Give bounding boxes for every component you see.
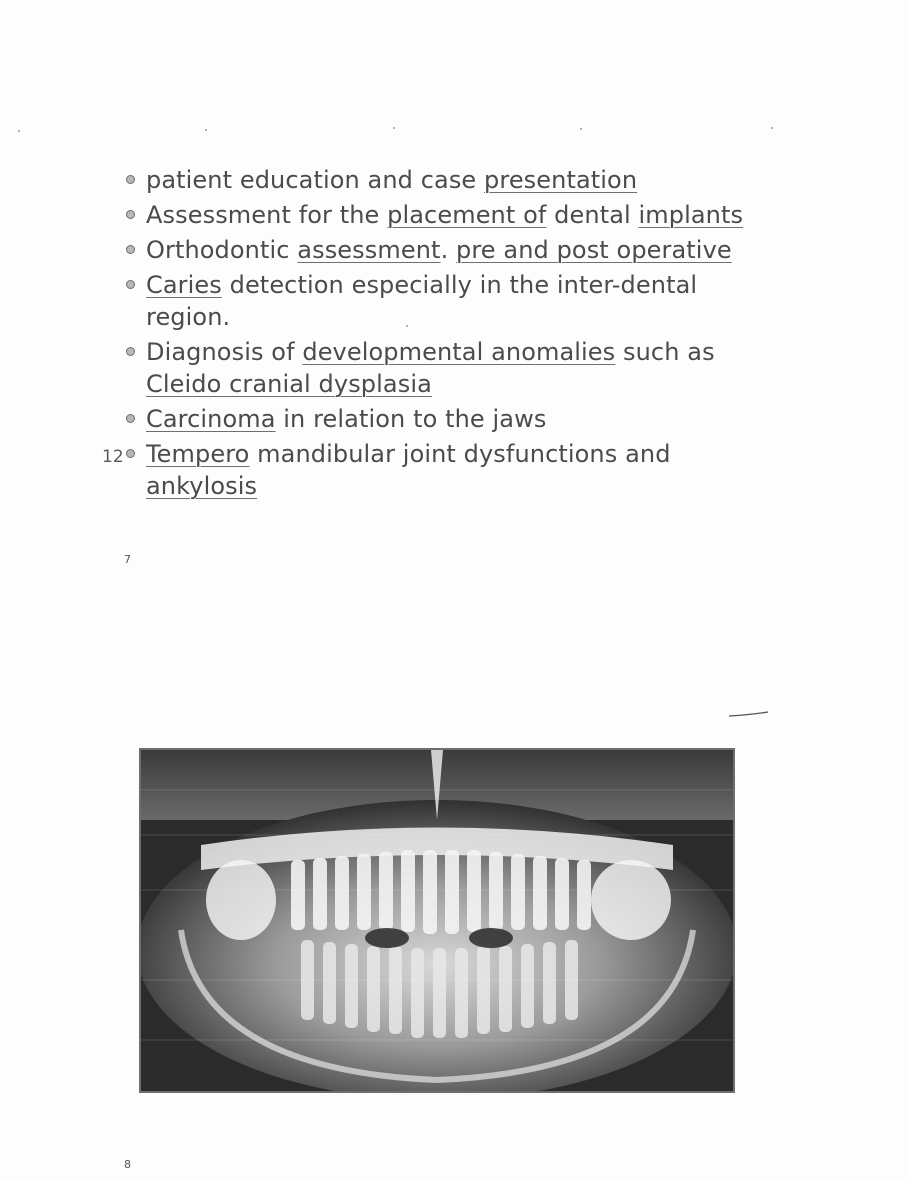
scan-speck [18,130,20,132]
text-phrase: detection especially in the inter-dental region. [146,271,698,331]
text-phrase: Orthodontic [146,236,298,264]
underlined-phrase: implants [638,201,744,229]
bullet-text [146,164,784,196]
bullet-text [146,269,784,333]
margin-note: 12 [102,447,124,467]
underlined-phrase: Caries [146,271,222,299]
bullet-item [124,438,784,502]
bullet-dot-icon [126,449,135,458]
scan-speck [205,129,207,131]
text-phrase: such as [615,338,715,366]
underlined-phrase: Cleido cranial dysplasia [146,370,432,398]
bullet-text [146,199,784,231]
underlined-phrase: assessment [297,236,441,264]
bullet-dot-icon [126,280,135,289]
pen-mark [728,710,770,720]
underlined-phrase: pre and post operative [456,236,732,264]
bullet-item [124,269,784,333]
bullet-item [124,403,784,435]
bullet-item [124,199,784,231]
bullet-item [124,164,784,196]
bullet-item [124,336,784,400]
bullet-dot-icon [126,175,135,184]
bullet-dot-icon [126,414,135,423]
page-number: 7 [124,553,131,566]
text-phrase: Diagnosis of [146,338,303,366]
bullet-text [146,336,784,400]
text-phrase: patient education and case [146,166,485,194]
bullet-list [124,164,784,505]
underlined-phrase: placement of [387,201,547,229]
bullet-text [146,438,784,502]
underlined-phrase: Carcinoma [146,405,276,433]
text-phrase: mandibular joint dysfunctions and [249,440,671,468]
page-number: 8 [124,1158,131,1171]
bullet-item [124,234,784,266]
underlined-phrase: developmental anomalies [302,338,616,366]
bullet-dot-icon [126,245,135,254]
text-phrase: in relation to the jaws [275,405,547,433]
underlined-phrase: ankylosis [146,472,258,500]
text-phrase: dental [546,201,639,229]
underlined-phrase: Tempero [146,440,250,468]
text-phrase: . [440,236,457,264]
panoramic-xray-image [139,748,735,1093]
scan-speck [580,128,582,130]
bullet-dot-icon [126,347,135,356]
scan-speck [393,127,395,129]
scan-speck [771,127,773,129]
text-phrase: Assessment for the [146,201,388,229]
bullet-dot-icon [126,210,135,219]
bullet-text [146,403,784,435]
underlined-phrase: presentation [484,166,638,194]
bullet-text [146,234,784,266]
